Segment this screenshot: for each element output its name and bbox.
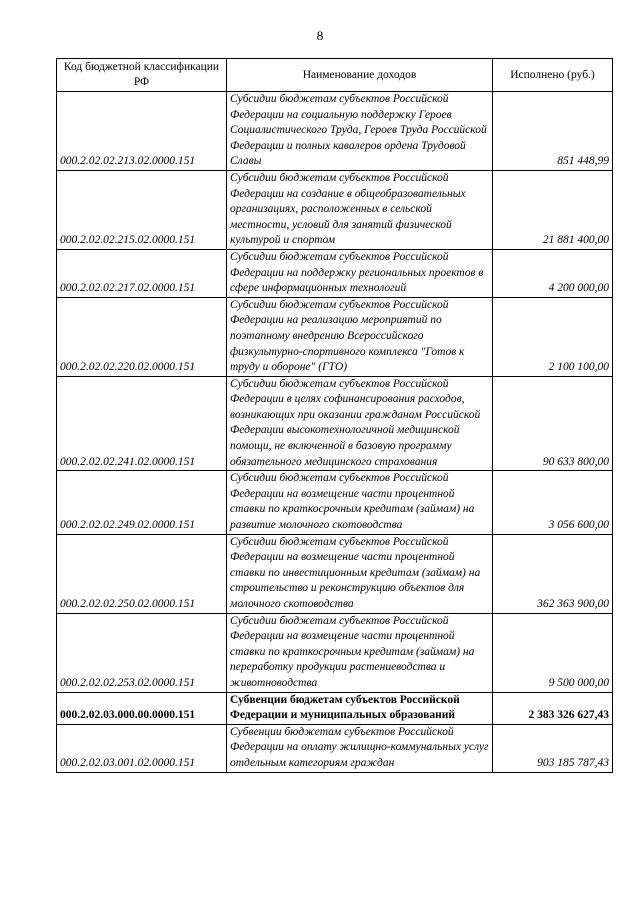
table-row (57, 534, 613, 613)
budget-code-cell: 000.2.02.02.215.02.0000.151 (57, 170, 227, 249)
executed-amount-cell: 2 383 326 627,43 (493, 692, 613, 724)
table-row (57, 249, 613, 297)
table-row (57, 613, 613, 692)
executed-amount-cell: 9 500 000,00 (493, 613, 613, 692)
executed-amount-cell: 903 185 787,43 (493, 724, 613, 772)
budget-code-cell: 000.2.02.02.250.02.0000.151 (57, 534, 227, 613)
table-row (57, 376, 613, 471)
table-row (57, 471, 613, 534)
table-row (57, 170, 613, 249)
executed-amount-cell: 21 881 400,00 (493, 170, 613, 249)
executed-amount-cell: 3 056 600,00 (493, 471, 613, 534)
table-row (57, 692, 613, 724)
revenue-name-cell: Субсидии бюджетам субъектов Российской Федерации на реализацию мероприятий по поэтапному внедрению Всероссийского физкультурно-спортивного комплекса "Готов к труду и обороне" (ГТО) (227, 297, 493, 376)
budget-code-cell: 000.2.02.02.249.02.0000.151 (57, 471, 227, 534)
executed-amount-cell: 90 633 800,00 (493, 376, 613, 471)
budget-code-cell: 000.2.02.02.241.02.0000.151 (57, 376, 227, 471)
budget-code-cell: 000.2.02.03.000.00.0000.151 (57, 692, 227, 724)
table-row (57, 724, 613, 772)
revenue-name-cell: Субсидии бюджетам субъектов Российской Федерации на создание в общеобразовательных организациях, расположенных в сельской местности, условий для занятий физической культурой и спортом (227, 170, 493, 249)
table-header-row (57, 59, 613, 92)
revenue-name-cell: Субсидии бюджетам субъектов Российской Федерации на возмещение части процентной ставки по краткосрочным кредитам (займам) на развитие молочного скотоводства (227, 471, 493, 534)
header-amount: Исполнено (руб.) (493, 59, 613, 92)
executed-amount-cell: 4 200 000,00 (493, 249, 613, 297)
revenue-name-cell: Субвенции бюджетам субъектов Российской Федерации на оплату жилищно-коммунальных услуг отдельным категориям граждан (227, 724, 493, 772)
revenue-name-cell: Субвенции бюджетам субъектов Российской Федерации и муниципальных образований (227, 692, 493, 724)
revenue-name-cell: Субсидии бюджетам субъектов Российской Федерации на поддержку региональных проектов в сфере информационных технологий (227, 249, 493, 297)
page-number: 8 (316, 28, 324, 43)
budget-code-cell: 000.2.02.02.253.02.0000.151 (57, 613, 227, 692)
table-row (57, 92, 613, 171)
budget-code-cell: 000.2.02.02.213.02.0000.151 (57, 92, 227, 171)
revenue-name-cell: Субсидии бюджетам субъектов Российской Федерации на возмещение части процентной ставки по краткосрочным кредитам (займам) на переработку продукции растениеводства и животноводства (227, 613, 493, 692)
executed-amount-cell: 2 100 100,00 (493, 297, 613, 376)
executed-amount-cell: 362 363 900,00 (493, 534, 613, 613)
budget-code-cell: 000.2.02.02.217.02.0000.151 (57, 249, 227, 297)
budget-revenue-table (56, 58, 613, 773)
revenue-name-cell: Субсидии бюджетам субъектов Российской Федерации на возмещение части процентной ставки по инвестиционным кредитам (займам) на строительство и реконструкцию объектов для молочного скотоводства (227, 534, 493, 613)
budget-code-cell: 000.2.02.03.001.02.0000.151 (57, 724, 227, 772)
revenue-name-cell: Субсидии бюджетам субъектов Российской Федерации в целях софинансирования расходов, возникающих при оказании гражданам Российской Федерации высокотехнологичной медицинской помощи, не включенной в базовую программу обязательного медицинского страхования (227, 376, 493, 471)
budget-code-cell: 000.2.02.02.220.02.0000.151 (57, 297, 227, 376)
table-row (57, 297, 613, 376)
revenue-name-cell: Субсидии бюджетам субъектов Российской Федерации на социальную поддержку Героев Социалистического Труда, Героев Труда Российской Федерации и полных кавалеров ордена Трудовой Славы (227, 92, 493, 171)
executed-amount-cell: 851 448,99 (493, 92, 613, 171)
header-code: Код бюджетной классификации РФ (57, 59, 227, 92)
header-name: Наименование доходов (227, 59, 493, 92)
